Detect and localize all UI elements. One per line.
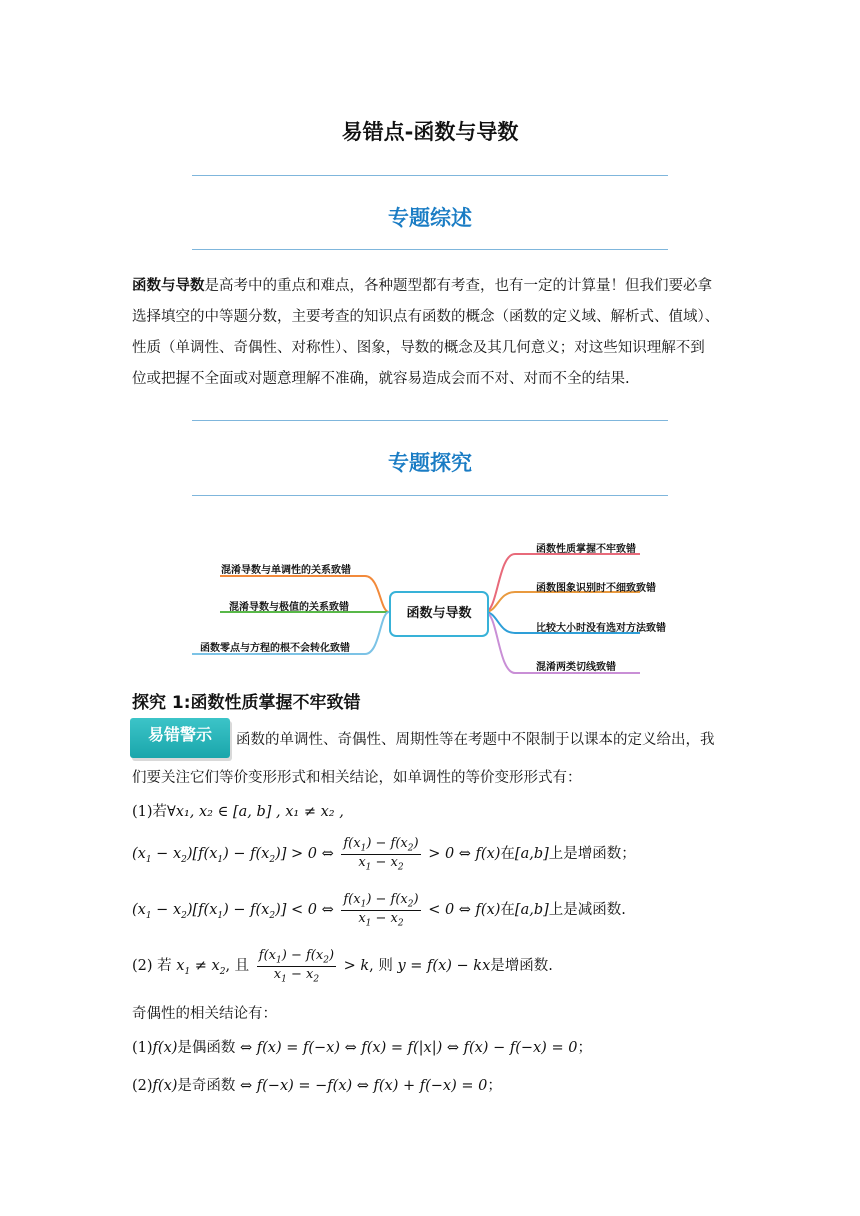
mindmap-center: 函数与导数 xyxy=(389,591,489,637)
mindmap-right-4: 混淆两类切线致错 xyxy=(536,662,616,673)
divider xyxy=(192,175,668,176)
parity-2: (2)f(x)是奇函数 ⇔ f(−x) = −f(x) ⇔ f(x) + f(−x) = 0； xyxy=(132,1078,502,1094)
intro-paragraph xyxy=(132,271,740,395)
intro-line-3: 性质（单调性、奇偶性、对称性）、图象，导数的概念及其几何意义；对这些知识理解不到 xyxy=(132,340,705,356)
mindmap-right-2: 函数图象识别时不细致致错 xyxy=(536,583,656,594)
formula-1-math: ∀x₁, x₂ ∈ [a, b] , x₁ ≠ x₂ , xyxy=(167,804,344,820)
section-heading-overview: 专题综述 xyxy=(388,206,472,230)
mindmap-left-1: 混淆导数与单调性的关系致错 xyxy=(221,565,351,576)
mindmap-right-3: 比较大小时没有选对方法致错 xyxy=(536,623,666,634)
mindmap-left-3: 函数零点与方程的根不会转化致错 xyxy=(200,643,350,654)
intro-line-4: 位或把握不全面或对题意理解不准确，就容易造成会而不对、对而不全的结果. xyxy=(132,371,630,387)
divider xyxy=(192,249,668,250)
intro-bold: 函数与导数 xyxy=(132,278,205,294)
warning-line-2: 们要关注它们等价变形形式和相关结论，如单调性的等价变形形式有： xyxy=(132,770,582,786)
mindmap-right-1: 函数性质掌握不牢致错 xyxy=(536,544,636,555)
formula-1: (1)若∀x₁, x₂ ∈ [a, b] , x₁ ≠ x₂ , xyxy=(132,804,344,820)
warning-line-1: 函数的单调性、奇偶性、周期性等在考题中不限制于以课本的定义给出，我 xyxy=(236,732,715,748)
mindmap-left-2: 混淆导数与极值的关系致错 xyxy=(229,602,349,613)
warning-badge: 易错警示 xyxy=(130,718,230,758)
intro-line-2: 选择填空的中等题分数，主要考查的知识点有函数的概念（函数的定义域、解析式、值域）、 xyxy=(132,309,720,325)
probe-heading: 探究 1:函数性质掌握不牢致错 xyxy=(132,693,361,713)
formula-4: (2) 若 $x_1 \ne x_2$, 且 $\frac{f(x_1) - f(x_2)}{x_1 - x_2}$ > k, 则 y = f(x) − kx是增函数. xyxy=(132,948,553,985)
formula-3: $(x_1 - x_2)[f(x_1) - f(x_2)] < 0$ ⇔ $\frac{f(x_1) - f(x_2)}{x_1 - x_2}$ < 0 ⇔ f(x)在[a,b]上是减函数. xyxy=(132,892,626,929)
parity-1: (1)f(x)是偶函数 ⇔ f(x) = f(−x) ⇔ f(x) = f(|x|) ⇔ f(x) − f(−x) = 0； xyxy=(132,1040,592,1056)
parity-heading: 奇偶性的相关结论有： xyxy=(132,1006,277,1022)
formula-2: $(x_1 - x_2)[f(x_1) - f(x_2)] > 0$ ⇔ $\frac{f(x_1) - f(x_2)}{x_1 - x_2}$ > 0 ⇔ f(x)在[a,b]上是增函数； xyxy=(132,836,636,873)
section-heading-explore: 专题探究 xyxy=(388,451,472,475)
divider xyxy=(192,420,668,421)
document-title: 易错点-函数与导数 xyxy=(341,120,519,144)
divider xyxy=(192,495,668,496)
intro-line-1: 是高考中的重点和难点，各种题型都有考查，也有一定的计算量！但我们要必拿 xyxy=(204,278,712,294)
